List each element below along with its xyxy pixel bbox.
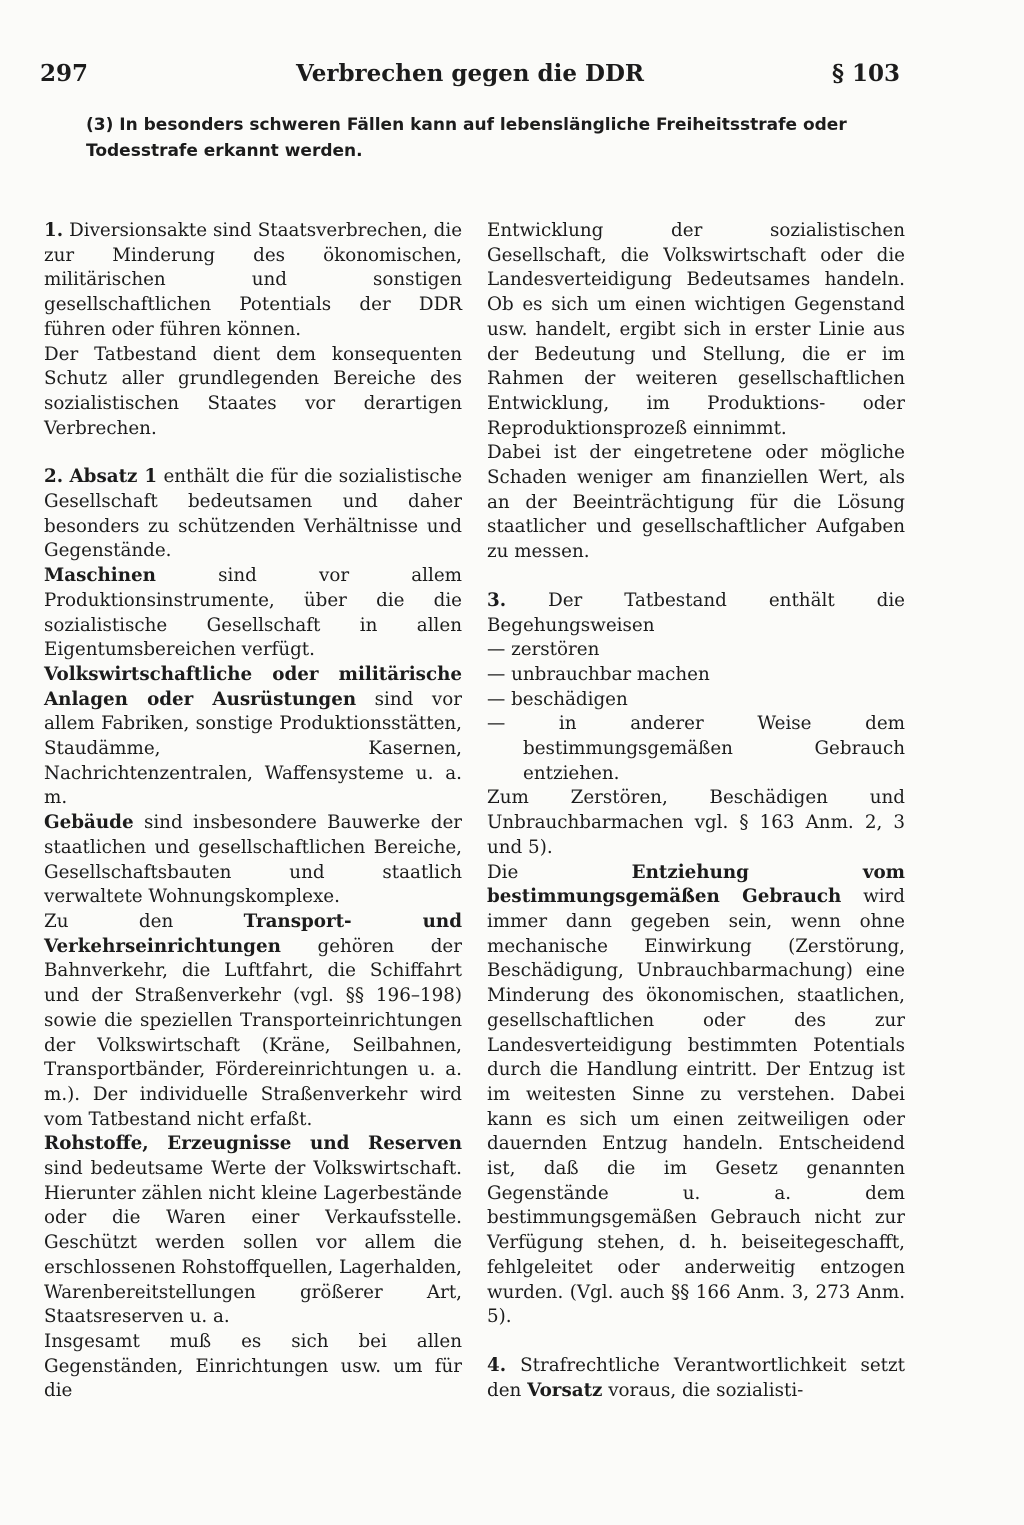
list-item: — beschädigen [487,688,628,710]
page-number: 297 [40,60,89,87]
section-number: § 103 [831,60,900,87]
right-column [487,219,905,1403]
note-3-withdrawal: Die Entziehung vom bestimmungsgemäßen Gebrauch wird immer dann gegeben sein, wenn ohne mechanische Einwirkung (Zerstörung, Beschädigung, Unbrauchbarmachung) eine Minderung des ökonomischen, staatlichen, gesellschaftlichen oder des zur Landesverteidigung bestimmten Potentials durch die Handlung eintritt. Der Entzug ist im weitesten Sinne zu verstehen. Dabei kann es sich um einen zeitweiligen oder dauernden Entzug handeln. Entscheidend ist, daß die im Gesetz genannten Gegenstände u. a. dem bestimmungsgemäßen Gebrauch nicht zur Verfügung stehen, d. h. beiseitegeschafft, fehlgeleitet oder anderweitig entzogen wurden. (Vgl. auch §§ 166 Anm. 3, 273 Anm. 5). [487,861,906,1328]
note-2-summary: Insgesamt muß es sich bei allen Gegenständen, Einrichtungen usw. um für die [44,1330,462,1402]
running-header [40,60,900,94]
left-column [44,219,462,1404]
note-2-continued: Entwicklung der sozialistischen Gesellschaft, die Volkswirtschaft oder die Landesverteidigung Bedeutsames handeln. Ob es sich um einen wichtigen Gegenstand usw. handelt, ergibt sich in erster Linie aus der Bedeutung und Stellung, die er im Rahmen der weiteren gesellschaftlichen Entwicklung, im Produktions- oder Reproduktionsprozeß einnimmt. [487,220,905,439]
note-4-number: 4. [487,1354,507,1376]
note-1-paragraph-2: Der Tatbestand dient dem konsequenten Schutz aller grundlegenden Bereiche des sozialistischen Staates vor derartigen Verbrechen. [44,343,462,439]
note-2-transport: Zu den Transport- und Verkehrseinrichtungen gehören der Bahnverkehr, die Luftfahrt, die Schiffahrt und der Straßenverkehr (vgl. §§ 196–198) sowie die speziellen Transporteinrichtungen der Volkswirtschaft (Kräne, Seilbahnen, Transportbänder, Fördereinrichtungen u. a. m.). Der individuelle Straßenverkehr wird vom Tatbestand nicht erfaßt. [44,910,463,1130]
note-4: 4. Strafrechtliche Verantwortlichkeit setzt den Vorsatz voraus, die sozialisti- [487,1354,906,1401]
note-3-reference: Zum Zerstören, Beschädigen und Unbrauchbarmachen vgl. § 163 Anm. 2, 3 und 5). [487,787,905,858]
note-2-installations: Volkswirtschaftliche oder militärische Anlagen oder Ausrüstungen sind vor allem Fabriken, sonstige Produktionsstätten, Staudämme, Kasernen, Nachrichtenzentralen, Waffensysteme u. a. m. [44,663,462,809]
list-item: — in anderer Weise dem bestimmungsgemäßen Gebrauch entziehen. [487,713,905,784]
note-2-raw-materials: Rohstoffe, Erzeugnisse und Reserven sind bedeutsame Werte der Volkswirtschaft. Hierunter zählen nicht kleine Lagerbestände oder die Waren einer Verkaufsstelle. Geschützt werden sollen vor allem die erschlossenen Rohstoffquellen, Lagerhalden, Warenbereitstellungen größerer Art, Staatsreserven u. a. [44,1133,462,1328]
note-2-number: 2. [44,466,64,488]
note-2-buildings: Gebäude sind insbesondere Bauwerke der staatlichen und gesellschaftlichen Bereiche, Gesellschaftsbauten und staatlich verwaltete Wohnungskomplexe. [44,812,463,908]
note-2: 2. Absatz 1 enthält die für die sozialistische Gesellschaft bedeutsamen und daher besonders zu schützenden Verhältnisse und Gegenstände. [44,466,463,562]
running-title: Verbrechen gegen die DDR [295,60,645,87]
note-3-number: 3. [487,589,507,611]
list-item: — unbrauchbar machen [487,663,710,685]
note-2-damage: Dabei ist der eingetretene oder mögliche Schaden weniger am finanziellen Wert, als an der Beeinträchtigung für die Lösung staatlicher und gesellschaftlicher Aufgaben zu messen. [487,442,905,563]
law-paragraph-3: (3) In besonders schweren Fällen kann auf lebenslängliche Freiheitsstrafe oder Todesstrafe erkannt werden. [86,115,847,161]
note-1-number: 1. [44,220,64,241]
note-2-machines: Maschinen sind vor allem Produktionsinstrumente, über die die sozialistische Gesellschaft in allen Eigentumsbereichen verfügt. [44,565,462,661]
list-item: — zerstören [487,639,600,661]
note-3: 3. Der Tatbestand enthält die Begehungsweisen [487,589,905,636]
note-1: 1. Diversionsakte sind Staatsverbrechen, die zur Minderung des ökonomischen, militärischen und sonstigen gesellschaftlichen Potentials der DDR führen oder führen können. [44,220,463,340]
